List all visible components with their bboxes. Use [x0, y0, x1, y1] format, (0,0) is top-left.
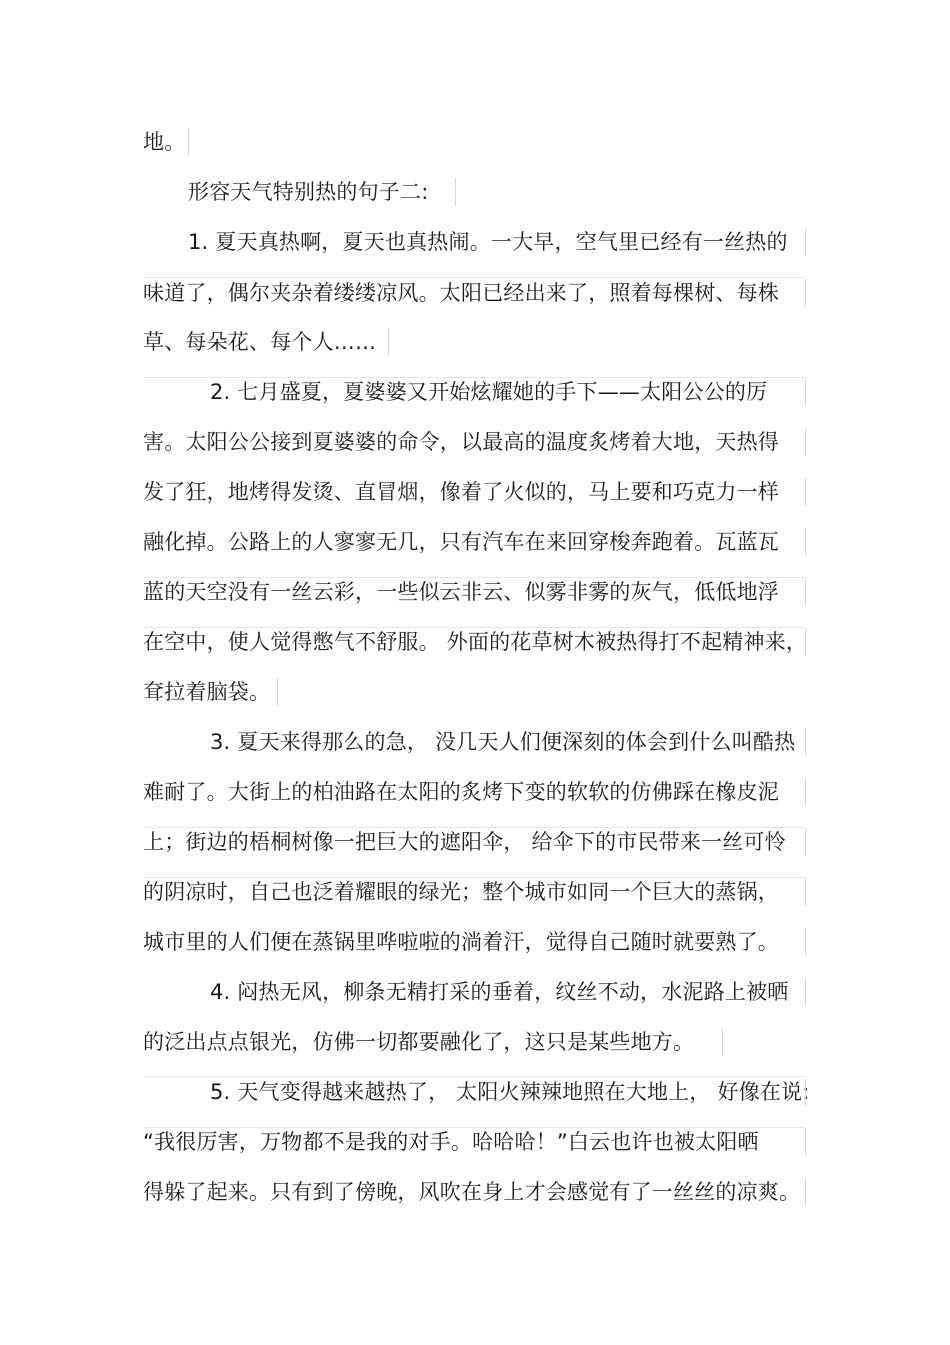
text-line: 3. 夏天来得那么的急， 没几天人们便深刻的体会到什么叫酷热 [210, 730, 796, 754]
line-end-mark [805, 928, 806, 956]
line-end-mark [805, 978, 806, 1006]
text-line: 害。太阳公公接到夏婆婆的命令，以最高的温度炙烤着大地，天热得 [143, 430, 779, 454]
line-end-mark [805, 428, 806, 456]
text-line: 2. 七月盛夏，夏婆婆又开始炫耀她的手下——太阳公公的厉 [210, 380, 768, 404]
text-line: 地。 [143, 130, 186, 154]
text-line: 融化掉。公路上的人寥寥无几，只有汽车在来回穿梭奔跑着。瓦蓝瓦 [143, 530, 779, 554]
text-line: 发了狂，地烤得发烫、直冒烟，像着了火似的，马上要和巧克力一样 [143, 480, 779, 504]
line-end-mark [722, 1028, 723, 1056]
text-line: 难耐了。大街上的柏油路在太阳的炙烤下变的软软的仿佛踩在橡皮泥 [143, 780, 779, 804]
line-end-mark [388, 328, 389, 356]
line-end-mark [805, 478, 806, 506]
text-line: “我很厉害，万物都不是我的对手。哈哈哈！”白云也许也被太阳晒 [143, 1130, 759, 1154]
text-line: 在空中，使人觉得憋气不舒服。 外面的花草树木被热得打不起精神来， [143, 630, 808, 654]
line-end-mark [805, 279, 806, 307]
line-end-mark [188, 128, 189, 156]
line-end-mark [805, 578, 806, 606]
line-end-mark [805, 378, 806, 406]
text-line: 的阴凉时，自己也泛着耀眼的绿光；整个城市如同一个巨大的蒸锅， [143, 880, 779, 904]
line-end-mark [805, 1178, 806, 1206]
text-line: 蓝的天空没有一丝云彩，一些似云非云、似雾非雾的灰气，低低地浮 [143, 580, 779, 604]
text-line: 上；街边的梧桐树像一把巨大的遮阳伞， 给伞下的市民带来一丝可怜 [143, 830, 786, 854]
text-line: 得躲了起来。只有到了傍晚，风吹在身上才会感觉有了一丝丝的凉爽。 [143, 1180, 801, 1204]
line-end-mark [805, 628, 806, 656]
line-end-mark [805, 878, 806, 906]
text-line: 耷拉着脑袋。 [143, 680, 271, 704]
text-line: 味道了，偶尔夹杂着缕缕凉风。太阳已经出来了，照着每棵树、每株 [143, 281, 779, 305]
text-line: 5. 天气变得越来越热了， 太阳火辣辣地照在大地上， 好像在说: [210, 1080, 810, 1104]
text-line: 4. 闷热无风，柳条无精打采的垂着，纹丝不动，水泥路上被晒 [210, 980, 789, 1004]
line-end-mark [805, 1128, 806, 1156]
line-end-mark [455, 178, 456, 206]
section-heading: 形容天气特别热的句子二: [188, 180, 429, 204]
text-line: 的泛出点点银光，仿佛一切都要融化了，这只是某些地方。 [143, 1030, 695, 1054]
line-end-mark [805, 728, 806, 756]
line-end-mark [805, 778, 806, 806]
text-line: 草、每朵花、每个人…… [143, 330, 377, 354]
line-end-mark [805, 1078, 806, 1106]
line-end-mark [805, 228, 806, 256]
text-line: 城市里的人们便在蒸锅里哗啦啦的淌着汗，觉得自己随时就要熟了。 [143, 930, 779, 954]
line-end-mark [805, 828, 806, 856]
line-end-mark [805, 528, 806, 556]
line-end-mark [277, 678, 278, 706]
text-line: 1. 夏天真热啊，夏天也真热闹。一大早，空气里已经有一丝热的 [188, 230, 788, 254]
